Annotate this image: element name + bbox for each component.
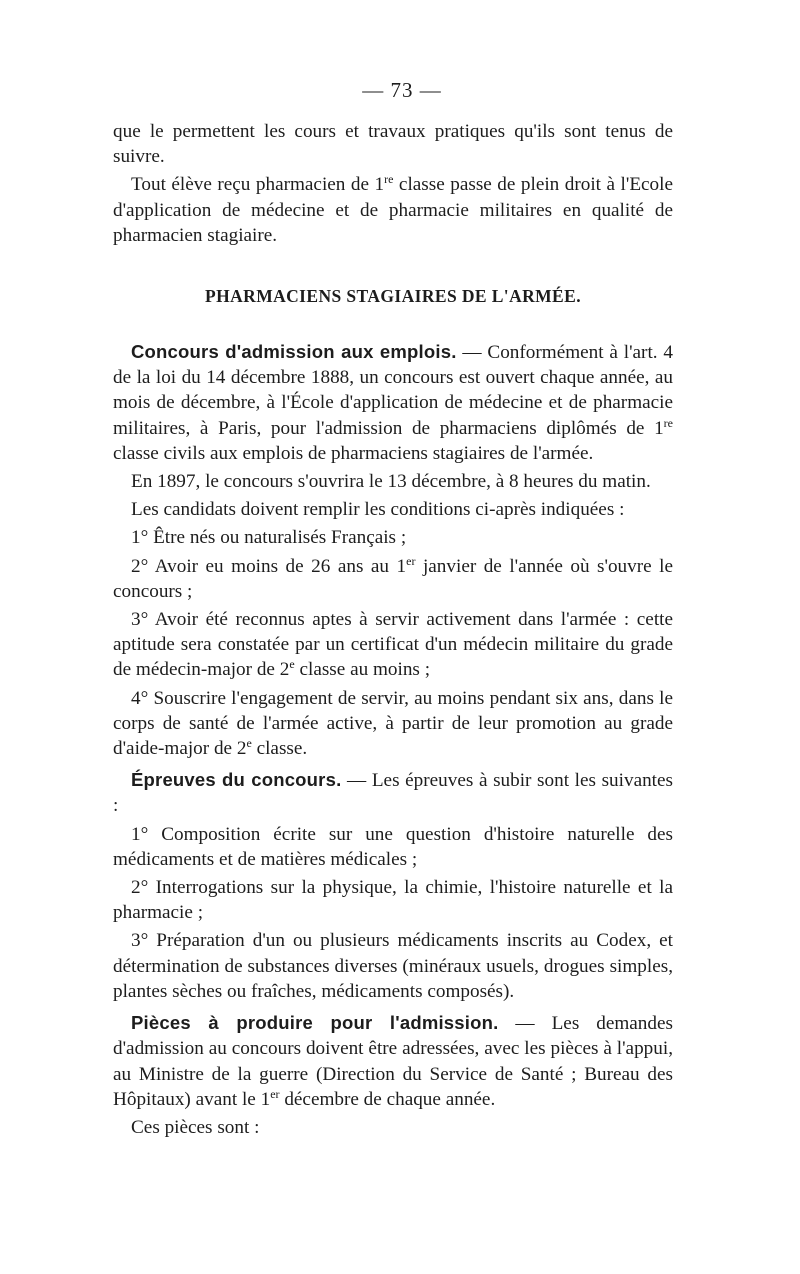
superscript: re — [663, 415, 673, 430]
concours-heading: Concours d'admission aux emplois. — [131, 341, 457, 363]
intro-text-1: que le permettent les cours et travaux pratiques qu'ils sont tenus de suivre. — [113, 121, 673, 168]
page-number: — 73 — — [362, 78, 442, 102]
condition-2-text-a: 2° Avoir eu moins de 26 ans au 1 — [131, 555, 407, 577]
condition-3-text-a: 3° Avoir été reconnus aptes à servir activement dans l'armée : cette aptitude sera constatée par un certificat d'un médecin militaire du grade de médecin-major de 2 — [113, 609, 673, 681]
condition-2-text-b: janvier de l'année où s'ouvre le concours ; — [113, 555, 673, 602]
superscript: er — [270, 1086, 280, 1101]
pieces-paragraph — [113, 1010, 673, 1112]
pieces-heading: Pièces à produire pour l'admission. — [131, 1012, 499, 1034]
section-title: PHARMACIENS STAGIAIRES DE L'ARMÉE. — [205, 286, 581, 307]
pieces-text-b: décembre de chaque année. — [279, 1088, 496, 1110]
epreuves-paragraph — [113, 767, 673, 818]
epreuves-text: — Les épreuves à subir sont les suivantes : — [113, 770, 673, 817]
condition-3-text-b: classe au moins ; — [294, 659, 431, 681]
paragraph-1897: En 1897, le concours s'ouvrira le 13 décembre, à 8 heures du matin. — [131, 471, 651, 493]
condition-4 — [113, 686, 673, 762]
paragraph-conditions: Les candidats doivent remplir les conditions ci-après indiquées : — [131, 499, 625, 521]
intro-text-2b: classe passe de plein droit à l'Ecole d'application de médecine et de pharmacie militaires en qualité de pharmacien stagiaire. — [113, 174, 673, 246]
condition-1: 1° Être nés ou naturalisés Français ; — [131, 527, 407, 549]
epreuve-3: 3° Préparation d'un ou plusieurs médicaments inscrits au Codex, et détermination de substances diverses (minéraux usuels, drogues simples, plantes sèches ou fraîches, médicaments composés). — [113, 930, 673, 1002]
pieces-list-intro: Ces pièces sont : — [131, 1116, 260, 1138]
intro-paragraph-2 — [113, 172, 673, 248]
intro-paragraph-continuation — [113, 119, 673, 169]
condition-4-text-a: 4° Souscrire l'engagement de servir, au moins pendant six ans, dans le corps de santé de l'armée active, à partir de leur promotion au grade d'aide-major de 2 — [113, 687, 673, 760]
pieces-text-a: — Les demandes d'admission au concours doivent être adressées, avec les pièces à l'appui, au Ministre de la guerre (Direction du Service de Santé ; Bureau des Hôpitaux) avant le 1 — [113, 1013, 673, 1110]
document-page — [113, 78, 673, 1140]
superscript: re — [384, 172, 394, 187]
epreuve-2: 2° Interrogations sur la physique, la chimie, l'histoire naturelle et la pharmacie ; — [113, 877, 673, 924]
epreuve-1: 1° Composition écrite sur une question d'histoire naturelle des médicaments et de matières médicales ; — [113, 823, 673, 870]
superscript: e — [246, 736, 252, 751]
intro-text-2a: Tout élève reçu pharmacien de 1 — [131, 174, 385, 196]
concours-text-b: classe civils aux emplois de pharmaciens stagiaires de l'armée. — [113, 442, 594, 464]
condition-2 — [113, 554, 673, 604]
concours-paragraph — [113, 339, 673, 466]
superscript: e — [289, 657, 295, 672]
epreuves-heading: Épreuves du concours. — [131, 769, 342, 791]
condition-4-text-b: classe. — [251, 738, 308, 760]
condition-3 — [113, 607, 673, 683]
concours-text-a: — Conformément à l'art. 4 de la loi du 14 décembre 1888, un concours est ouvert chaque année, au mois de décembre, à l'École d'application de médecine et de pharmacie militaires, à Paris, pour l'admission de pharmaciens diplômés de 1 — [113, 342, 673, 439]
superscript: er — [406, 553, 416, 568]
